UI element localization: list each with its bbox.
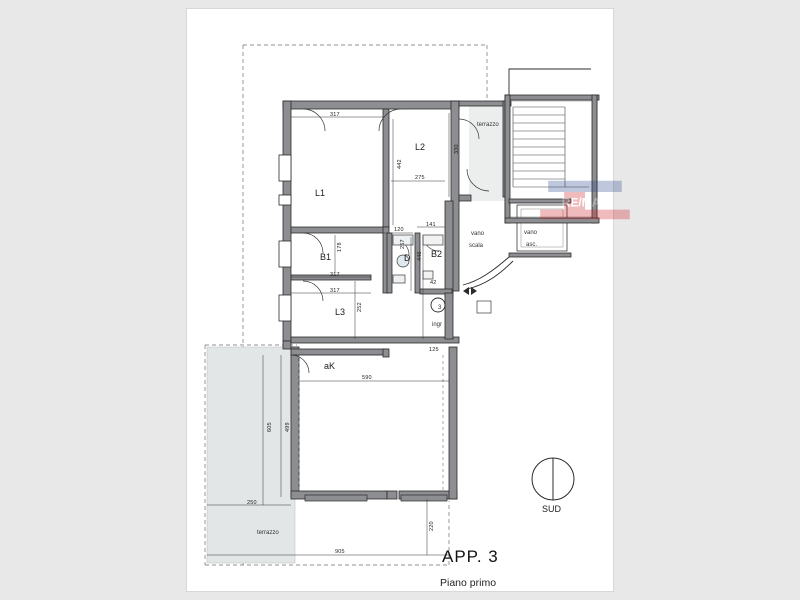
dimension-label: 125	[429, 347, 439, 353]
dimension-label: 250	[247, 500, 257, 506]
area-label: vano	[524, 230, 538, 236]
room-label: B2	[431, 249, 443, 259]
dimension-label-vertical: 178	[337, 242, 343, 252]
dimension-label-vertical: 499	[285, 422, 291, 432]
compass-label: SUD	[542, 504, 562, 514]
area-label: terrazzo	[257, 530, 279, 536]
dimension-label: 590	[362, 375, 372, 381]
floorplan-sheet	[186, 8, 614, 592]
compass-icon	[532, 458, 574, 500]
plan-subtitle: Piano primo	[440, 577, 497, 589]
dimension-label-vertical: 330	[454, 144, 460, 154]
stairwell-block	[505, 97, 597, 251]
dimension-label-vertical: 605	[267, 422, 273, 432]
dimension-label: 42	[430, 280, 437, 286]
dimension-label-vertical: 446	[417, 251, 423, 261]
area-label: ingr	[432, 322, 443, 328]
room-label: L2	[415, 142, 426, 152]
dimension-label-vertical: 257	[400, 239, 406, 249]
room-label: D	[404, 253, 411, 263]
room-label: L1	[315, 188, 326, 198]
dimension-label: 317	[330, 112, 340, 118]
dimension-label-vertical: 220	[429, 521, 435, 531]
svg-text:RE/MAX: RE/MAX	[561, 195, 609, 210]
dimension-label-vertical: 252	[357, 302, 363, 312]
dimension-label: 141	[426, 222, 436, 228]
stair-walls	[505, 95, 599, 257]
dimension-label: 905	[335, 549, 345, 555]
dimension-label-vertical: 442	[397, 159, 403, 169]
room-label: B1	[320, 252, 332, 262]
room-label: aK	[324, 361, 336, 371]
dimension-label: 317	[330, 288, 340, 294]
area-label: terrazzo	[477, 122, 499, 128]
dimension-label: 317	[330, 272, 340, 278]
area-label: asc.	[526, 242, 538, 248]
reference-marker-label: 3	[438, 305, 442, 311]
dimension-label: 120	[394, 227, 404, 233]
dimension-label: 275	[415, 175, 425, 181]
area-label: vano	[471, 231, 485, 237]
area-label: scala	[469, 243, 484, 249]
plan-title: APP. 3	[442, 547, 499, 566]
room-label: L3	[335, 307, 346, 317]
